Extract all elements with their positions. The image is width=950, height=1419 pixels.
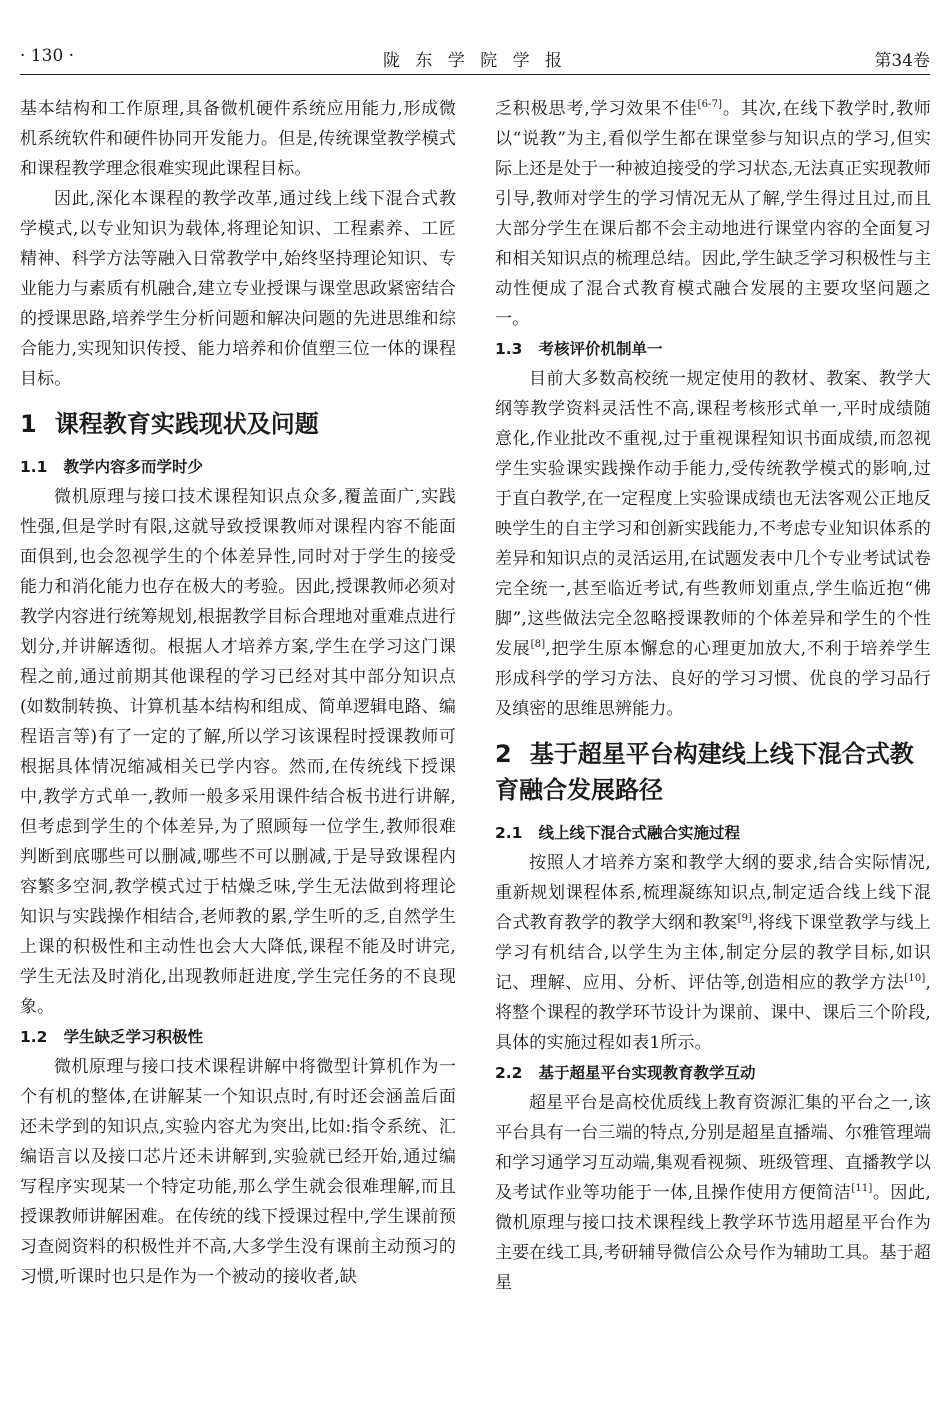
text-run: 超星平台是高校优质线上教育资源汇集的平台之一,该平台具有一台三端的特点,分别是超星直播端、尔雅管理端和学习通学习互动端,集观看视频、班级管理、直播教学以及考试作业等功能于一体,且操作使用方便简洁 (495, 1093, 931, 1203)
subsection-2-2-paragraph (495, 1088, 931, 1298)
subsection-1-2-paragraph-continued (495, 94, 931, 334)
section-2-number: 2 (495, 740, 512, 768)
text-run: ,把学生原本懈怠的心理更加放大,不利于培养学生形成科学的学习方法、良好的学习习惯、优良的学习品行及缜密的思维思辨能力。 (495, 639, 931, 719)
citation-9: [9] (737, 913, 753, 924)
subsection-1-2-heading (20, 1022, 456, 1052)
section-1-number: 1 (20, 410, 37, 438)
page-header (20, 40, 930, 75)
subsection-1-1-paragraph: 微机原理与接口技术课程知识点众多,覆盖面广,实践性强,但是学时有限,这就导致授课教师对课程内容不能面面俱到,也会忽视学生的个体差异性,同时对于学生的接受能力和消化能力也存在极大的考验。因此,授课教师必须对教学内容进行统筹规划,根据教学目标合理地对重难点进行划分,并讲解透彻。根据人才培养方案,学生在学习这门课程之前,通过前期其他课程的学习已经对其中部分知识点(如数制转换、计算机基本结构和组成、简单逻辑电路、编程语言等)有了一定的了解,所以学习该课程时授课教师可根据具体情况缩减相关已学内容。然而,在传统线下授课中,教学方式单一,教师一般多采用课件结合板书进行讲解,但考虑到学生的个体差异,为了照顾每一位学生,教师很难判断到底哪些可以删减,哪些不可以删减,于是导致课程内容繁多空洞,教学模式过于枯燥乏味,学生无法做到将理论知识与实践操作相结合,老师教的累,学生听的乏,自然学生上课的积极性和主动性也会大大降低,课程不能及时讲完,学生无法及时消化,出现教师赶进度,学生完任务的不良现象。 (20, 487, 456, 1017)
subsection-1-2-title: 学生缺乏学习积极性 (63, 1028, 203, 1046)
text-run: 。因此,微机原理与接口技术课程线上教学环节选用超星平台作为主要在线工具,考研辅导微信公众号作为辅助工具。基于超星 (495, 1183, 931, 1293)
text-run: 目前大多数高校统一规定使用的教材、教案、教学大纲等教学资料灵活性不高,课程考核形式单一,平时成绩随意化,作业批改不重视,过于重视课程知识书面成绩,而忽视学生实验课实践操作动手能力,受传统教学模式的影响,过于直白教学,在一定程度上实验课成绩也无法客观公正地反映学生的自主学习和创新实践能力,不考虑专业知识体系的差异和知识点的灵活运用,在试题发表中几个专业考试试卷完全统一,甚至临近考试,有些教师划重点,学生临近抱“佛脚”,这些做法完全忽略授课教师的个体差异和学生的个性发展 (495, 369, 931, 659)
text-run: ,将整个课程的教学环节设计为课前、课中、课后三个阶段,具体的实施过程如表1所示。 (495, 973, 931, 1053)
citation-8: [8] (530, 639, 546, 650)
subsection-2-2-title: 基于超星平台实现教育教学互动 (538, 1064, 756, 1082)
page-number: · 130 · (20, 46, 75, 66)
journal-name: 陇 东 学 院 学 报 (382, 51, 568, 71)
subsection-1-2-number: 1.2 (20, 1028, 48, 1046)
citation-10: [10] (904, 973, 926, 984)
volume-label: 第34卷 (874, 51, 930, 71)
subsection-1-3-number: 1.3 (495, 340, 523, 358)
text-run: ,将线下课堂教学与线上学习有机结合,以学生为主体,制定分层的教学目标,如识记、理解、应用、分析、评估等,创造相应的教学方法 (495, 913, 931, 993)
subsection-2-1-title: 线上线下混合式融合实施过程 (538, 824, 740, 842)
subsection-2-1-paragraph (495, 848, 931, 1058)
text-run: 。其次,在线下教学时,教师以“说教”为主,看似学生都在课堂参与知识点的学习,但实际上还是处于一种被迫接受的学习状态,无法真正实现教师引导,教师对学生的学习情况无从了解,学生得过且过,而且大部分学生在课后都不会主动地进行课堂内容的全面复习和相关知识点的梳理总结。因此,学生缺乏学习积极性与主动性便成了混合式教育模式融合发展的主要攻坚问题之一。 (495, 99, 931, 329)
subsection-2-1-number: 2.1 (495, 824, 523, 842)
subsection-2-2-heading (495, 1058, 931, 1088)
citation-6-7: [6-7] (697, 99, 723, 110)
subsection-2-1-heading (495, 818, 931, 848)
right-column (495, 94, 931, 1298)
subsection-1-3-heading (495, 334, 931, 364)
subsection-1-1-title: 教学内容多而学时少 (63, 458, 203, 476)
left-column (20, 94, 456, 1292)
subsection-1-2-paragraph: 微机原理与接口技术课程讲解中将微型计算机作为一个有机的整体,在讲解某一个知识点时,有时还会涵盖后面还未学到的知识点,实验内容尤为突出,比如:指令系统、汇编语言以及接口芯片还未讲解到,实验就已经开始,通过编写程序实现某一个特定功能,那么学生就会很难理解,而且授课教师讲解困难。在传统的线下授课过程中,学生课前预习查阅资料的积极性并不高,大多学生没有课前主动预习的习惯,听课时也只是作为一个被动的接收者,缺 (20, 1057, 456, 1287)
text-run: 乏积极思考,学习效果不佳 (495, 99, 698, 119)
subsection-1-3-paragraph (495, 364, 931, 724)
section-1-title: 课程教育实践现状及问题 (54, 410, 319, 438)
subsection-2-2-number: 2.2 (495, 1064, 523, 1082)
citation-11: [11] (851, 1183, 873, 1194)
section-1-heading (20, 406, 456, 442)
subsection-1-3-title: 考核评价机制单一 (538, 340, 663, 358)
intro-paragraph-2: 因此,深化本课程的教学改革,通过线上线下混合式教学模式,以专业知识为载体,将理论知识、工程素养、工匠精神、科学方法等融入日常教学中,始终坚持理论知识、专业能力与素质有机融合,建立专业授课与课堂思政紧密结合的授课思路,培养学生分析问题和解决问题的先进思维和综合能力,实现知识传授、能力培养和价值塑三位一体的课程目标。 (20, 189, 456, 389)
section-2-title: 基于超星平台构建线上线下混合式教育融合发展路径 (495, 740, 914, 804)
text-run: 按照人才培养方案和教学大纲的要求,结合实际情况,重新规划课程体系,梳理凝练知识点,制定适合线上线下混合式教育教学的教学大纲和教案 (495, 853, 931, 933)
intro-paragraph-continued: 基本结构和工作原理,具备微机硬件系统应用能力,形成微机系统软件和硬件协同开发能力。但是,传统课堂教学模式和课程教学理念很难实现此课程目标。 (20, 99, 456, 179)
subsection-1-1-heading (20, 452, 456, 482)
subsection-1-1-number: 1.1 (20, 458, 48, 476)
section-2-heading (495, 736, 931, 808)
